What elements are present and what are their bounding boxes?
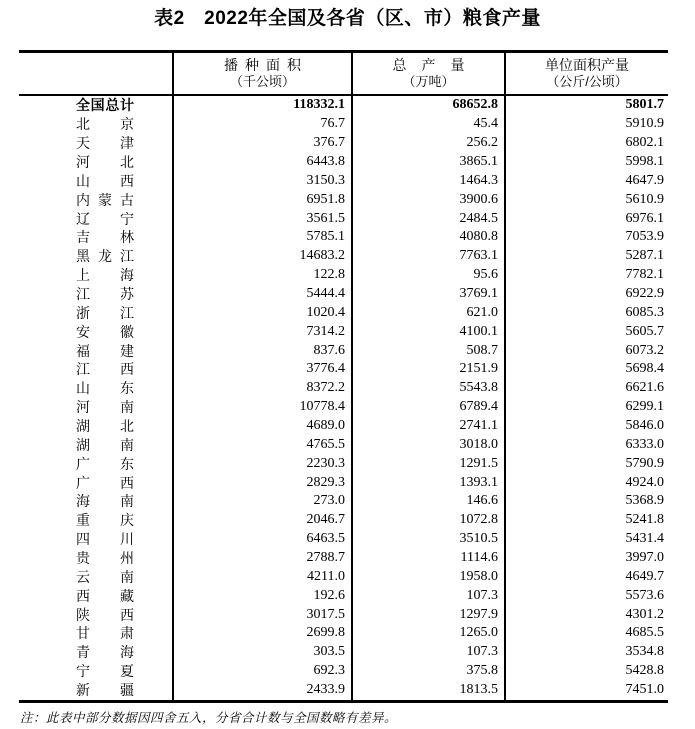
province-name-char: 福 (76, 342, 90, 359)
province-name-char: 甘 (76, 625, 90, 642)
province-name-char: 江 (120, 248, 134, 265)
total-output-value: 1297.9 (351, 605, 504, 624)
total-output-value: 508.7 (351, 341, 504, 360)
table-row (19, 153, 668, 172)
unit-yield-value: 5910.9 (504, 115, 668, 134)
province-name-char: 蒙 (98, 191, 112, 208)
province-name (76, 98, 134, 112)
province-name-char: 吉 (76, 229, 90, 246)
province-cell (19, 228, 172, 247)
province-name-char: 重 (76, 512, 90, 529)
province-cell (19, 549, 172, 568)
province-name (76, 457, 134, 471)
table-row (19, 473, 668, 492)
province-cell (19, 511, 172, 530)
sown-area-value: 3561.5 (172, 209, 351, 228)
province-name-char: 江 (76, 361, 90, 378)
total-output-value: 3018.0 (351, 435, 504, 454)
province-name-char: 疆 (120, 682, 134, 699)
province-name (76, 117, 134, 131)
total-output-value: 107.3 (351, 643, 504, 662)
province-name-char: 藏 (120, 587, 134, 604)
province-name-char: 江 (120, 304, 134, 321)
province-cell (19, 398, 172, 417)
province-name-char: 庆 (120, 512, 134, 529)
province-cell (19, 530, 172, 549)
province-cell (19, 586, 172, 605)
total-output-value: 2484.5 (351, 209, 504, 228)
province-name-char: 林 (120, 229, 134, 246)
province-name (76, 174, 134, 188)
province-name-char: 南 (120, 493, 134, 510)
province-name-char: 海 (76, 493, 90, 510)
total-output-value: 4080.8 (351, 228, 504, 247)
sown-area-value: 4211.0 (172, 567, 351, 586)
province-name-char: 国 (90, 97, 105, 114)
province-cell (19, 171, 172, 190)
unit-yield-value: 5605.7 (504, 322, 668, 341)
province-cell (19, 341, 172, 360)
sown-area-value: 4689.0 (172, 417, 351, 436)
table-row (19, 398, 668, 417)
province-name-char: 北 (120, 418, 134, 435)
sown-area-value: 8372.2 (172, 379, 351, 398)
province-name-char: 贵 (76, 550, 90, 567)
province-name-char: 湖 (76, 436, 90, 453)
province-cell (19, 303, 172, 322)
sown-area-value: 6443.8 (172, 153, 351, 172)
province-name-char: 龙 (98, 248, 112, 265)
province-name-char: 浙 (76, 304, 90, 321)
sown-area-value: 4765.5 (172, 435, 351, 454)
total-output-value: 146.6 (351, 492, 504, 511)
province-cell (19, 492, 172, 511)
total-output-value: 3900.6 (351, 190, 504, 209)
province-name (76, 419, 134, 433)
province-name-char: 西 (120, 361, 134, 378)
sown-area-value: 3017.5 (172, 605, 351, 624)
sown-area-value: 6463.5 (172, 530, 351, 549)
sown-area-value: 273.0 (172, 492, 351, 511)
province-name (76, 513, 134, 527)
province-name-char: 苏 (120, 286, 134, 303)
table-row (19, 624, 668, 643)
province-name-char: 津 (120, 135, 134, 152)
province-name-char: 夏 (120, 663, 134, 680)
sown-area-value: 7314.2 (172, 322, 351, 341)
province-name-char: 青 (76, 644, 90, 661)
province-name-char: 北 (120, 154, 134, 170)
unit-yield-value: 4649.7 (504, 567, 668, 586)
unit-yield-value: 5790.9 (504, 454, 668, 473)
sown-area-value: 2433.9 (172, 681, 351, 700)
province-cell (19, 643, 172, 662)
total-output-value: 375.8 (351, 662, 504, 681)
total-output-value: 2151.9 (351, 360, 504, 379)
province-cell (19, 379, 172, 398)
province-name-char: 西 (76, 587, 90, 604)
province-name-char: 南 (120, 568, 134, 585)
province-name (76, 344, 134, 358)
table-row (19, 96, 668, 115)
table-row (19, 681, 668, 700)
unit-yield-value: 7782.1 (504, 266, 668, 285)
sown-area-value: 122.8 (172, 266, 351, 285)
province-cell (19, 322, 172, 341)
province-name (76, 136, 134, 150)
total-output-value: 1072.8 (351, 511, 504, 530)
province-cell (19, 134, 172, 153)
sown-area-value: 2230.3 (172, 454, 351, 473)
table-row (19, 435, 668, 454)
province-cell (19, 605, 172, 624)
table-row (19, 322, 668, 341)
total-output-value: 1291.5 (351, 454, 504, 473)
province-cell (19, 454, 172, 473)
total-output-value: 107.3 (351, 586, 504, 605)
header-unit-yield-unit: （公斤/公顷） (546, 74, 628, 89)
table-row (19, 341, 668, 360)
province-name-char: 东 (120, 380, 134, 397)
total-output-value: 1813.5 (351, 681, 504, 700)
province-cell (19, 417, 172, 436)
province-cell (19, 285, 172, 304)
total-output-value: 68652.8 (351, 96, 504, 115)
province-name-char: 云 (76, 568, 90, 585)
header-total-output-label: 总产量 (392, 57, 480, 73)
table-row (19, 643, 668, 662)
unit-yield-value: 6299.1 (504, 398, 668, 417)
total-output-value: 4100.1 (351, 322, 504, 341)
province-name-char: 肃 (120, 625, 134, 642)
province-name-char: 南 (120, 399, 134, 416)
province-name-char: 内 (76, 191, 90, 208)
province-name (76, 155, 134, 169)
province-name (76, 362, 134, 376)
province-name-char: 河 (76, 399, 90, 416)
province-name-char: 计 (119, 97, 134, 114)
table-row (19, 549, 668, 568)
total-output-value: 3865.1 (351, 153, 504, 172)
unit-yield-value: 6333.0 (504, 435, 668, 454)
sown-area-value: 76.7 (172, 115, 351, 134)
province-name (76, 683, 134, 697)
sown-area-value: 14683.2 (172, 247, 351, 266)
province-name (76, 325, 134, 339)
unit-yield-value: 5241.8 (504, 511, 668, 530)
unit-yield-value: 7053.9 (504, 228, 668, 247)
table-row (19, 134, 668, 153)
province-cell (19, 153, 172, 172)
sown-area-value: 692.3 (172, 662, 351, 681)
province-name-char: 总 (105, 97, 120, 114)
province-cell (19, 624, 172, 643)
unit-yield-value: 6802.1 (504, 134, 668, 153)
unit-yield-value: 6922.9 (504, 285, 668, 304)
total-output-value: 1114.6 (351, 549, 504, 568)
province-name-char: 北 (76, 116, 90, 133)
province-name (76, 193, 134, 207)
table-row (19, 228, 668, 247)
province-name-char: 徽 (120, 323, 134, 340)
province-name-char: 江 (76, 286, 90, 303)
province-name (76, 381, 134, 395)
province-name (76, 400, 134, 414)
unit-yield-value: 6085.3 (504, 303, 668, 322)
province-name (76, 476, 134, 490)
province-name-char: 辽 (76, 210, 90, 227)
province-name (76, 249, 134, 263)
province-name-char: 陕 (76, 606, 90, 623)
table-row (19, 115, 668, 134)
province-cell (19, 247, 172, 266)
sown-area-value: 10778.4 (172, 398, 351, 417)
sown-area-value: 2829.3 (172, 473, 351, 492)
total-output-value: 256.2 (351, 134, 504, 153)
sown-area-value: 192.6 (172, 586, 351, 605)
header-total-output-unit: （万吨） (402, 74, 455, 89)
province-name-char: 京 (120, 116, 134, 133)
province-cell (19, 190, 172, 209)
province-cell (19, 662, 172, 681)
province-name-char: 山 (76, 172, 90, 189)
sown-area-value: 837.6 (172, 341, 351, 360)
table-body (19, 96, 668, 700)
unit-yield-value: 5368.9 (504, 492, 668, 511)
sown-area-value: 118332.1 (172, 96, 351, 115)
province-name-char: 上 (76, 267, 90, 284)
sown-area-value: 5444.4 (172, 285, 351, 304)
province-cell (19, 473, 172, 492)
province-name-char: 西 (120, 474, 134, 491)
table-row (19, 567, 668, 586)
header-unit-yield (504, 53, 668, 94)
table-title: 表2 2022年全国及各省（区、市）粮食产量 (154, 8, 541, 29)
table-row (19, 360, 668, 379)
province-name (76, 438, 134, 452)
sown-area-value: 3776.4 (172, 360, 351, 379)
table-row (19, 266, 668, 285)
table-row (19, 171, 668, 190)
province-cell (19, 266, 172, 285)
total-output-value: 1958.0 (351, 567, 504, 586)
province-name-char: 州 (120, 550, 134, 567)
total-output-value: 95.6 (351, 266, 504, 285)
province-cell (19, 360, 172, 379)
province-name (76, 268, 134, 282)
unit-yield-value: 6976.1 (504, 209, 668, 228)
total-output-value: 1393.1 (351, 473, 504, 492)
unit-yield-value: 5287.1 (504, 247, 668, 266)
total-output-value: 45.4 (351, 115, 504, 134)
unit-yield-value: 5846.0 (504, 417, 668, 436)
province-name-char: 天 (76, 135, 90, 152)
province-name (76, 287, 134, 301)
total-output-value: 1464.3 (351, 171, 504, 190)
province-name-char: 宁 (120, 210, 134, 227)
header-sown-area (172, 53, 351, 94)
table-row (19, 662, 668, 681)
unit-yield-value: 4301.2 (504, 605, 668, 624)
sown-area-value: 2699.8 (172, 624, 351, 643)
province-cell (19, 567, 172, 586)
province-cell (19, 435, 172, 454)
total-output-value: 7763.1 (351, 247, 504, 266)
unit-yield-value: 5428.8 (504, 662, 668, 681)
unit-yield-value: 7451.0 (504, 681, 668, 700)
unit-yield-value: 5573.6 (504, 586, 668, 605)
total-output-value: 1265.0 (351, 624, 504, 643)
unit-yield-value: 4924.0 (504, 473, 668, 492)
province-name-char: 西 (120, 172, 134, 189)
province-name (76, 494, 134, 508)
sown-area-value: 3150.3 (172, 171, 351, 190)
province-name-char: 新 (76, 682, 90, 699)
table-row (19, 492, 668, 511)
province-name-char: 广 (76, 455, 90, 472)
province-name-char: 川 (120, 531, 134, 548)
province-cell (19, 681, 172, 700)
province-name-char: 海 (120, 267, 134, 284)
table-footnote: 注：此表中部分数据因四舍五入，分省合计数与全国数略有差异。 (20, 710, 398, 725)
province-name-char: 全 (76, 97, 90, 114)
province-name (76, 306, 134, 320)
province-cell (19, 115, 172, 134)
table-row (19, 586, 668, 605)
province-name (76, 551, 134, 565)
table-row (19, 417, 668, 436)
province-name-char: 山 (76, 380, 90, 397)
province-name (76, 664, 134, 678)
unit-yield-value: 6073.2 (504, 341, 668, 360)
table-row (19, 530, 668, 549)
table-row (19, 209, 668, 228)
province-name (76, 645, 134, 659)
province-name-char: 黑 (76, 248, 90, 265)
unit-yield-value: 3997.0 (504, 549, 668, 568)
sown-area-value: 2788.7 (172, 549, 351, 568)
table-row (19, 285, 668, 304)
table-row (19, 190, 668, 209)
header-sown-area-label: 播种面积 (224, 57, 308, 73)
unit-yield-value: 4647.9 (504, 171, 668, 190)
sown-area-value: 6951.8 (172, 190, 351, 209)
unit-yield-value: 5801.7 (504, 96, 668, 115)
province-name-char: 建 (120, 342, 134, 359)
province-name-char: 海 (120, 644, 134, 661)
table-row (19, 303, 668, 322)
total-output-value: 621.0 (351, 303, 504, 322)
unit-yield-value: 4685.5 (504, 624, 668, 643)
table-header-row (19, 53, 668, 96)
grain-production-table (19, 50, 668, 703)
province-name-char: 古 (120, 191, 134, 208)
table-row (19, 247, 668, 266)
province-name-char: 安 (76, 323, 90, 340)
total-output-value: 2741.1 (351, 417, 504, 436)
header-total-output (351, 53, 504, 94)
unit-yield-value: 5610.9 (504, 190, 668, 209)
province-name (76, 589, 134, 603)
sown-area-value: 2046.7 (172, 511, 351, 530)
province-name-char: 宁 (76, 663, 90, 680)
province-name (76, 570, 134, 584)
province-name-char: 南 (120, 436, 134, 453)
total-output-value: 6789.4 (351, 398, 504, 417)
header-corner-cell (19, 53, 172, 94)
sown-area-value: 303.5 (172, 643, 351, 662)
unit-yield-value: 5698.4 (504, 360, 668, 379)
province-cell (19, 209, 172, 228)
total-output-value: 3769.1 (351, 285, 504, 304)
province-name (76, 626, 134, 640)
unit-yield-value: 5998.1 (504, 153, 668, 172)
province-name-char: 东 (120, 455, 134, 472)
table-row (19, 605, 668, 624)
unit-yield-value: 6621.6 (504, 379, 668, 398)
total-output-value: 5543.8 (351, 379, 504, 398)
header-sown-area-unit: （千公顷） (229, 74, 295, 89)
province-name (76, 212, 134, 226)
table-row (19, 379, 668, 398)
province-name-char: 湖 (76, 418, 90, 435)
sown-area-value: 1020.4 (172, 303, 351, 322)
province-name (76, 230, 134, 244)
total-output-value: 3510.5 (351, 530, 504, 549)
table-row (19, 454, 668, 473)
province-name (76, 532, 134, 546)
province-name-char: 四 (76, 531, 90, 548)
province-name (76, 608, 134, 622)
sown-area-value: 376.7 (172, 134, 351, 153)
province-name-char: 西 (120, 606, 134, 623)
unit-yield-value: 5431.4 (504, 530, 668, 549)
province-cell (19, 96, 172, 115)
table-row (19, 511, 668, 530)
unit-yield-value: 3534.8 (504, 643, 668, 662)
province-name-char: 河 (76, 154, 90, 170)
header-unit-yield-label: 单位面积产量 (545, 57, 629, 73)
sown-area-value: 5785.1 (172, 228, 351, 247)
province-name-char: 广 (76, 474, 90, 491)
